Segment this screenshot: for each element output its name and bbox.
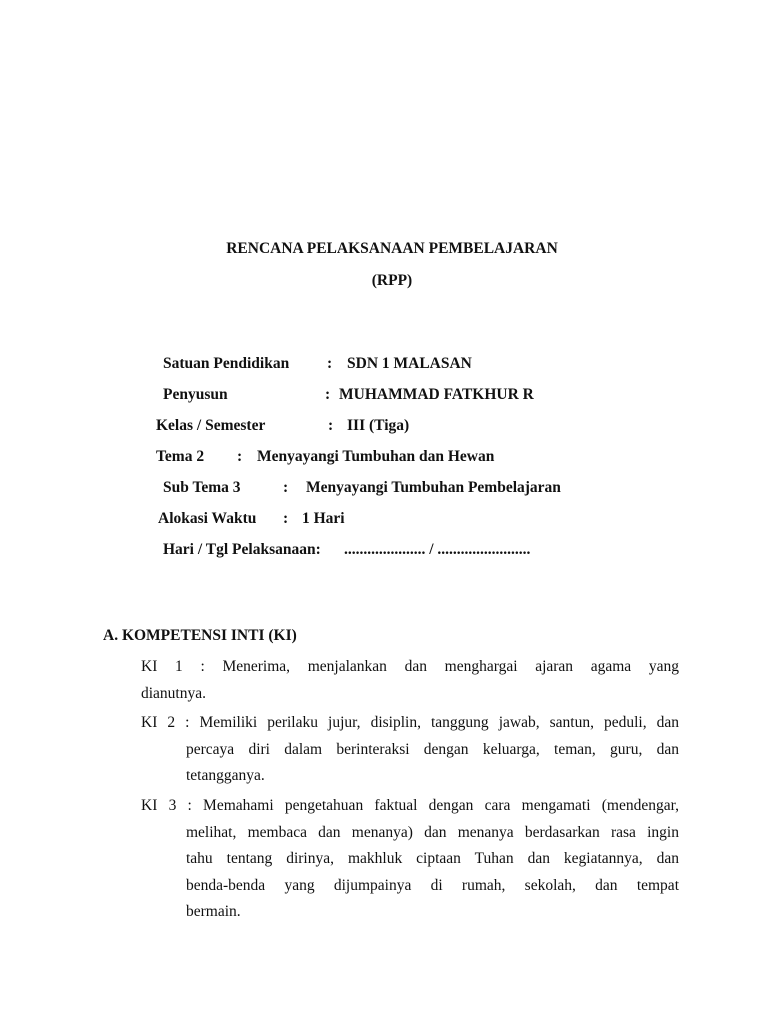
- ki-item-3: [141, 793, 679, 926]
- ki-line: tetangganya.: [186, 767, 265, 785]
- ki-line: melihat, membaca dan menanya) dan menanya berdasarkan rasa ingin: [186, 823, 679, 841]
- ki-line: percaya diri dalam berinteraksi dengan keluarga, teman, guru, dan: [186, 740, 679, 758]
- ki-item-1: [141, 654, 679, 707]
- ki-line: KI 3 : Memahami pengetahuan faktual dengan cara mengamati (mendengar,: [141, 797, 679, 814]
- ki-line: KI 1 : Menerima, menjalankan dan menghargai ajaran agama yang: [141, 658, 679, 675]
- identity-separator: :: [325, 386, 331, 403]
- document-subtitle: (RPP): [371, 272, 413, 289]
- identity-label: Satuan Pendidikan: [163, 355, 290, 372]
- identity-value: 1 Hari: [302, 510, 345, 527]
- identity-label: Hari / Tgl Pelaksanaan:: [163, 541, 321, 558]
- ki-line: benda-benda yang dijumpainya di rumah, sekolah, dan tempat: [186, 876, 679, 894]
- identity-value: SDN 1 MALASAN: [347, 355, 472, 372]
- identity-separator: :: [283, 510, 289, 527]
- ki-line: KI 2 : Memiliki perilaku jujur, disiplin, tanggung jawab, santun, peduli, dan: [141, 714, 679, 731]
- identity-separator: :: [328, 417, 334, 434]
- ki-line: bermain.: [186, 903, 241, 921]
- identity-value: III (Tiga): [347, 417, 410, 434]
- section-heading-kompetensi-inti: A. KOMPETENSI INTI (KI): [103, 627, 297, 644]
- identity-label: Alokasi Waktu: [158, 510, 257, 527]
- identity-label: Penyusun: [163, 386, 228, 403]
- ki-line: dianutnya.: [141, 684, 206, 702]
- identity-value: ..................... / ........................: [344, 541, 531, 558]
- identity-value: Menyayangi Tumbuhan Pembelajaran: [306, 479, 561, 496]
- ki-item-2: [141, 710, 679, 790]
- identity-label: Kelas / Semester: [156, 417, 266, 434]
- identity-separator: :: [327, 355, 333, 372]
- identity-value: MUHAMMAD FATKHUR R: [339, 386, 534, 403]
- identity-value: Menyayangi Tumbuhan dan Hewan: [257, 448, 495, 465]
- identity-label: Tema 2: [156, 448, 205, 465]
- identity-label: Sub Tema 3: [163, 479, 241, 496]
- document-title: RENCANA PELAKSANAAN PEMBELAJARAN: [226, 240, 558, 257]
- ki-line: tahu tentang dirinya, makhluk ciptaan Tuhan dan kegiatannya, dan: [186, 850, 679, 868]
- identity-separator: :: [283, 479, 289, 496]
- identity-separator: :: [237, 448, 243, 465]
